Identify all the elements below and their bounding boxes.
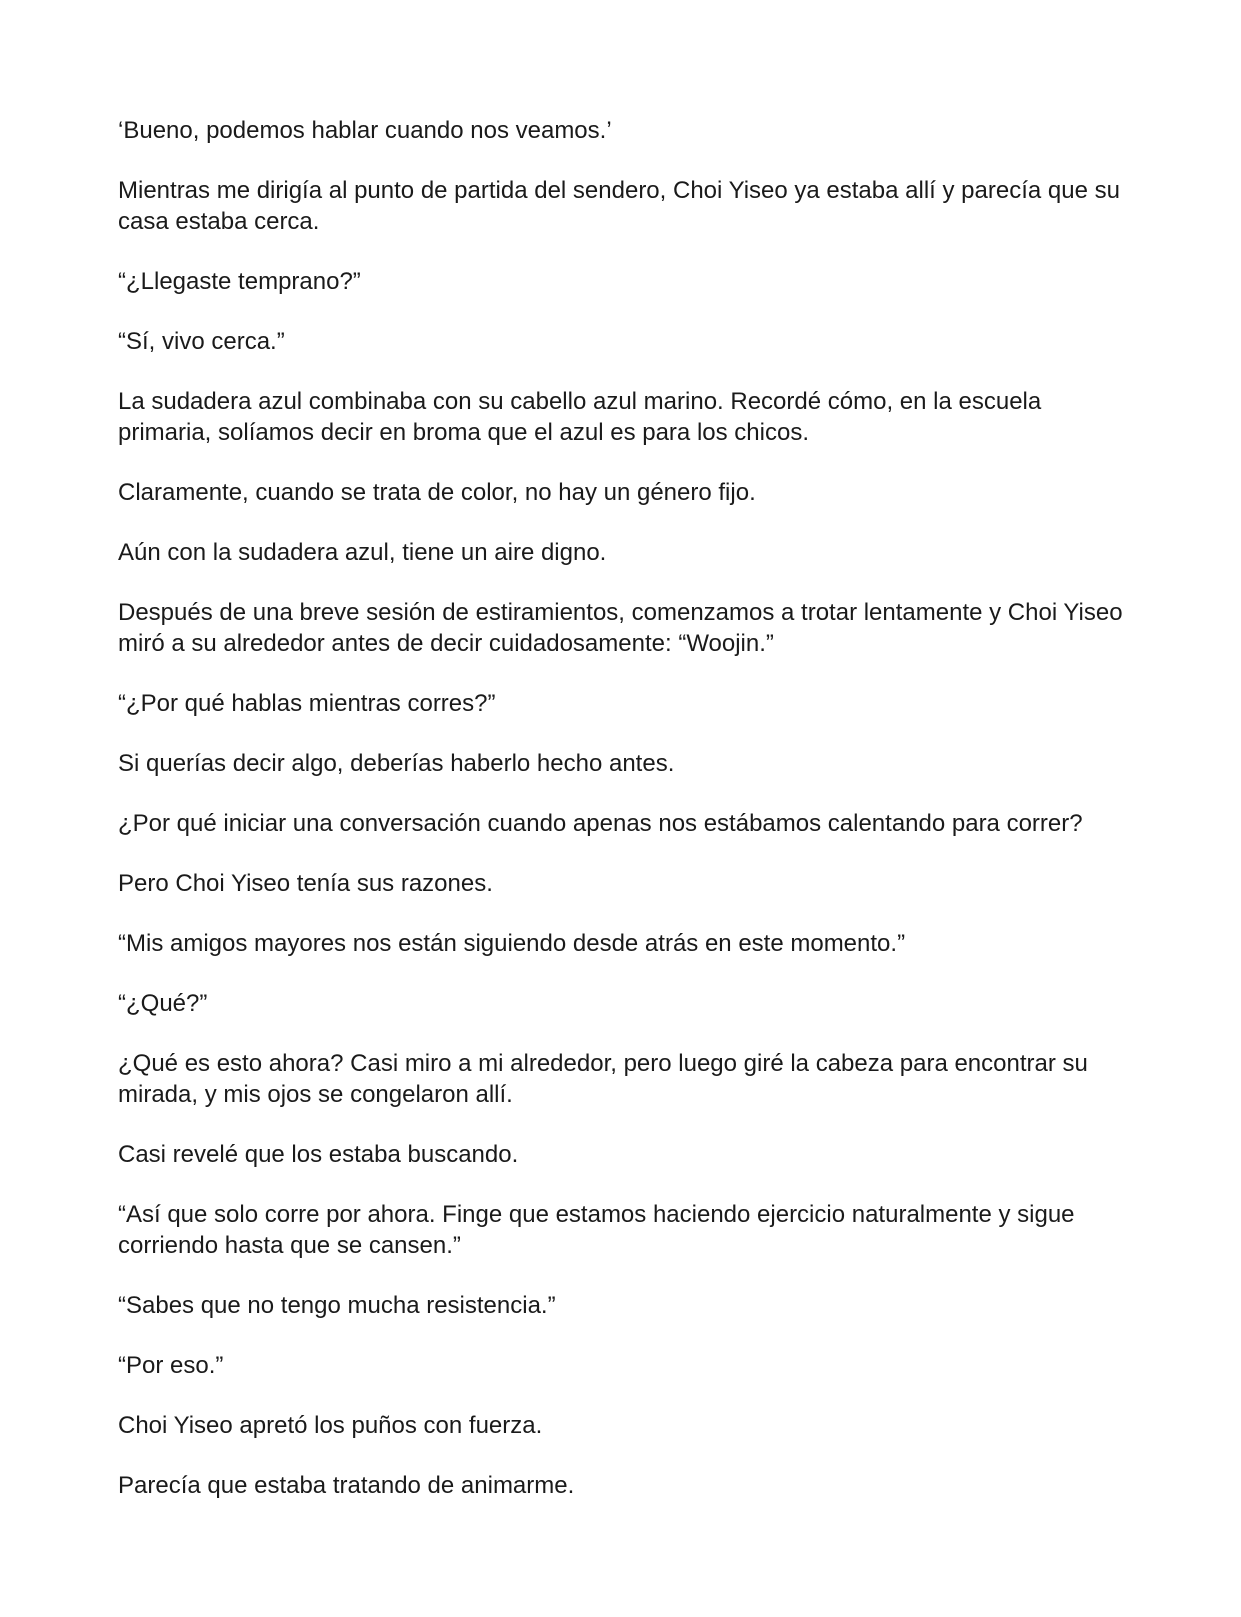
paragraph: Claramente, cuando se trata de color, no hay un género fijo. bbox=[118, 479, 756, 506]
paragraph: “Mis amigos mayores nos están siguiendo desde atrás en este momento.” bbox=[118, 930, 906, 957]
paragraph: Aún con la sudadera azul, tiene un aire digno. bbox=[118, 539, 607, 566]
paragraph: Choi Yiseo apretó los puños con fuerza. bbox=[118, 1412, 543, 1439]
paragraph: ‘Bueno, podemos hablar cuando nos veamos.’ bbox=[118, 117, 612, 144]
paragraph: Casi revelé que los estaba buscando. bbox=[118, 1141, 519, 1168]
paragraph: “¿Qué?” bbox=[118, 990, 208, 1017]
paragraph: La sudadera azul combinaba con su cabello azul marino. Recordé cómo, en la escuela primaria, solíamos decir en broma que el azul es para los chicos. bbox=[118, 388, 1042, 446]
paragraph: Pero Choi Yiseo tenía sus razones. bbox=[118, 870, 493, 897]
paragraph: “Sabes que no tengo mucha resistencia.” bbox=[118, 1292, 556, 1319]
paragraph: “¿Por qué hablas mientras corres?” bbox=[118, 690, 496, 717]
paragraph: ¿Qué es esto ahora? Casi miro a mi alrededor, pero luego giré la cabeza para encontrar su mirada, y mis ojos se congelaron allí. bbox=[118, 1050, 1088, 1108]
paragraph: Si querías decir algo, deberías haberlo hecho antes. bbox=[118, 750, 675, 777]
paragraph: “¿Llegaste temprano?” bbox=[118, 268, 361, 295]
paragraph: ¿Por qué iniciar una conversación cuando apenas nos estábamos calentando para correr? bbox=[118, 810, 1083, 837]
paragraph: Después de una breve sesión de estiramientos, comenzamos a trotar lentamente y Choi Yiseo miró a su alrededor antes de decir cuidadosamente: “Woojin.” bbox=[118, 599, 1123, 657]
paragraph: Parecía que estaba tratando de animarme. bbox=[118, 1472, 575, 1499]
paragraph: “Sí, vivo cerca.” bbox=[118, 328, 285, 355]
document-page bbox=[118, 115, 1128, 1530]
paragraph: Mientras me dirigía al punto de partida del sendero, Choi Yiseo ya estaba allí y parecía que su casa estaba cerca. bbox=[118, 177, 1120, 235]
paragraph: “Por eso.” bbox=[118, 1352, 224, 1379]
paragraph: “Así que solo corre por ahora. Finge que estamos haciendo ejercicio naturalmente y sigue corriendo hasta que se cansen.” bbox=[118, 1201, 1075, 1259]
